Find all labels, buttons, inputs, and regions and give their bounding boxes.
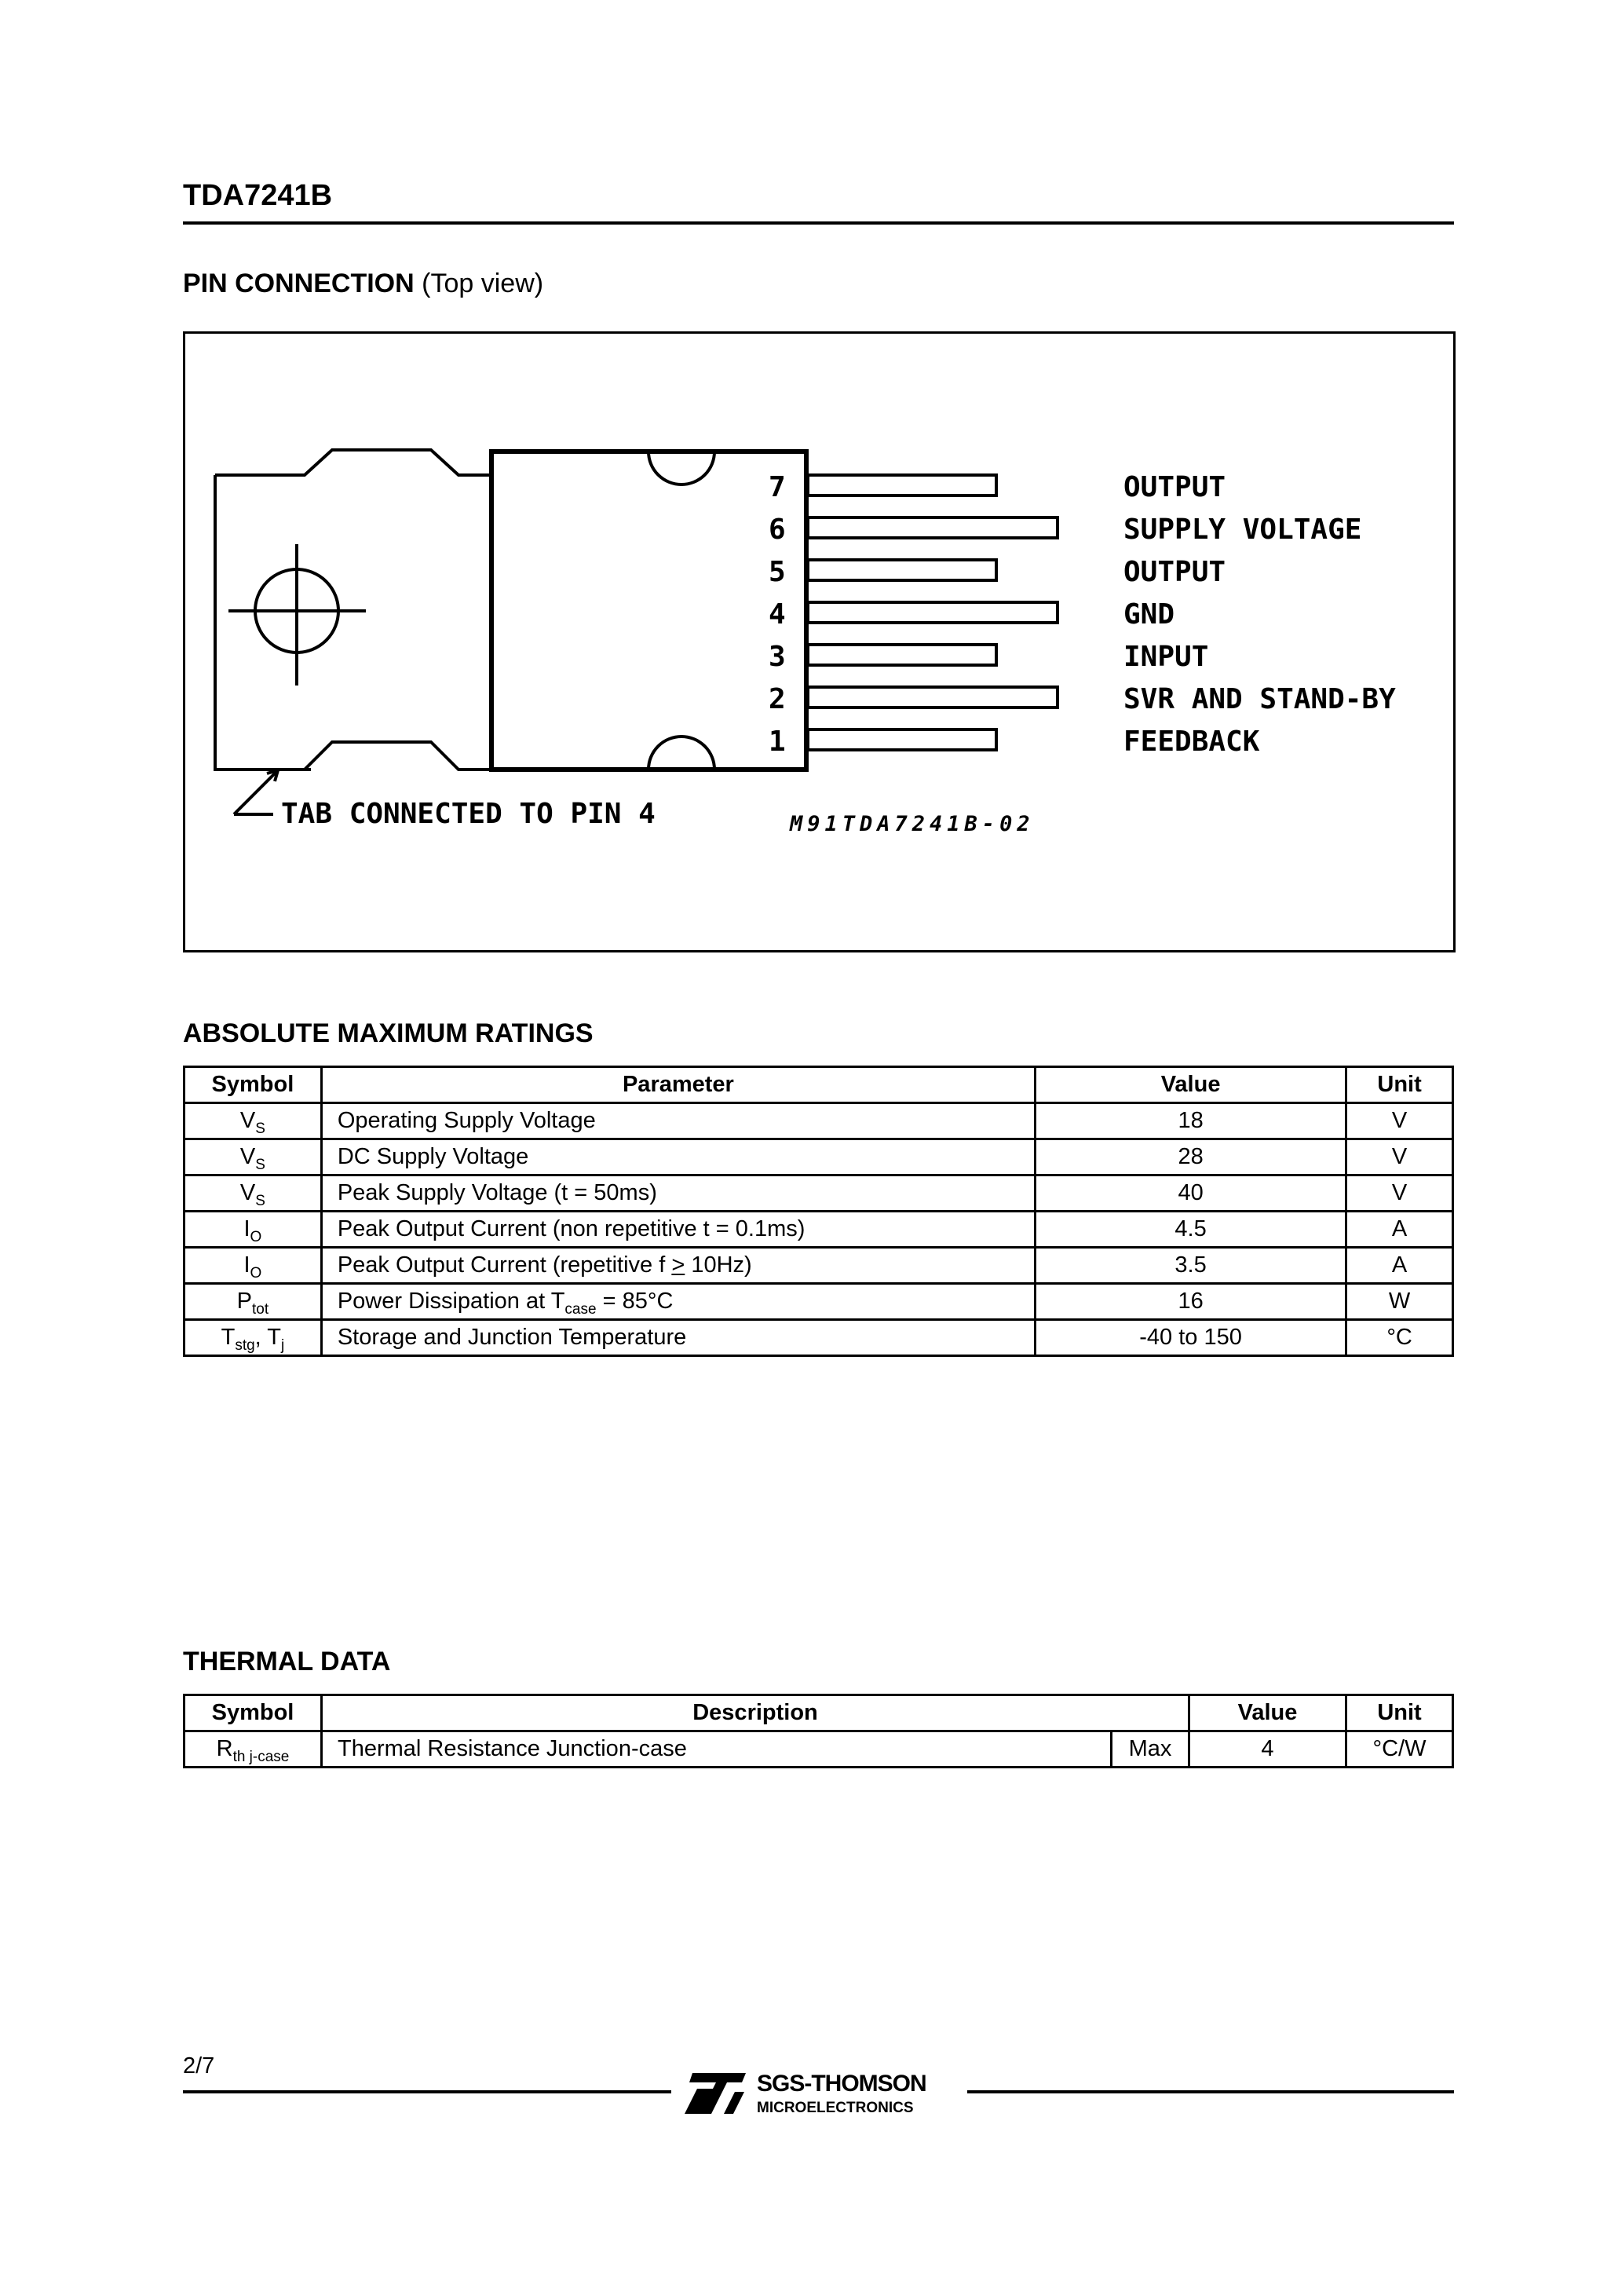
- unit-cell: °C/W: [1346, 1731, 1453, 1768]
- unit-cell: V: [1346, 1103, 1453, 1139]
- unit-cell: A: [1346, 1212, 1453, 1248]
- value-cell: -40 to 150: [1035, 1320, 1346, 1356]
- pin-number: 5: [769, 556, 786, 588]
- pin-name: INPUT: [1123, 641, 1209, 673]
- col-parameter: Parameter: [321, 1067, 1035, 1103]
- symbol-cell: $I_O$: [184, 1212, 322, 1248]
- pin-number: 3: [769, 641, 786, 673]
- footer-rule: [967, 2090, 1454, 2093]
- symbol-cell: $V_S$: [184, 1175, 322, 1212]
- pin-number: 4: [769, 598, 786, 631]
- pin-number: 6: [769, 514, 786, 546]
- table-row: [184, 1320, 1453, 1356]
- parameter-cell: Peak Supply Voltage (t = 50ms): [321, 1175, 1035, 1212]
- table-row: [184, 1139, 1453, 1175]
- symbol-cell: $T_{stg}$, $T_j$: [184, 1320, 322, 1356]
- pin-number: 2: [769, 683, 786, 715]
- absolute-max-table: [183, 1066, 1454, 1357]
- symbol-cell: $V_S$: [184, 1103, 322, 1139]
- symbol-cell: $R_{th j-case}$: [184, 1731, 322, 1768]
- col-unit: Unit: [1346, 1695, 1453, 1731]
- pin-name: SVR AND STAND-BY: [1123, 683, 1396, 715]
- pin-number: 1: [769, 726, 786, 758]
- pin-name: OUTPUT: [1123, 471, 1226, 503]
- value-cell: 16: [1035, 1284, 1346, 1320]
- absolute-max-title: ABSOLUTE MAXIMUM RATINGS: [183, 1018, 594, 1048]
- value-cell: 28: [1035, 1139, 1346, 1175]
- col-symbol: Symbol: [184, 1067, 322, 1103]
- thermal-data-title: THERMAL DATA: [183, 1647, 391, 1676]
- col-value: Value: [1035, 1067, 1346, 1103]
- drawing-code: M91TDA7241B-02: [790, 812, 1035, 836]
- col-description: Description: [322, 1695, 1189, 1731]
- qualifier-cell: Max: [1112, 1731, 1189, 1768]
- table-header-row: [184, 1067, 1453, 1103]
- description-cell: Thermal Resistance Junction-case: [322, 1731, 1112, 1768]
- pin-name: GND: [1123, 598, 1175, 631]
- tab-note: TAB CONNECTED TO PIN 4: [281, 798, 656, 830]
- parameter-cell: DC Supply Voltage: [321, 1139, 1035, 1175]
- symbol-cell: $I_O$: [184, 1248, 322, 1284]
- pin-number: 7: [769, 471, 786, 503]
- company-logo: [681, 2065, 964, 2124]
- unit-cell: V: [1346, 1175, 1453, 1212]
- unit-cell: A: [1346, 1248, 1453, 1284]
- pin-connection-diagram: [183, 331, 1456, 952]
- header-rule: [183, 221, 1454, 225]
- brand-name: SGS-THOMSON: [757, 2071, 926, 2097]
- unit-cell: °C: [1346, 1320, 1453, 1356]
- col-unit: Unit: [1346, 1067, 1453, 1103]
- value-cell: 40: [1035, 1175, 1346, 1212]
- col-symbol: Symbol: [184, 1695, 322, 1731]
- unit-cell: V: [1346, 1139, 1453, 1175]
- page-number: 2/7: [183, 2053, 215, 2078]
- package-drawing: [185, 334, 1453, 950]
- value-cell: 4.5: [1035, 1212, 1346, 1248]
- table-row: [184, 1248, 1453, 1284]
- parameter-cell: Peak Output Current (repetitive f > 10Hz): [321, 1248, 1035, 1284]
- table-row: [184, 1284, 1453, 1320]
- thermal-data-table: [183, 1694, 1454, 1768]
- value-cell: 18: [1035, 1103, 1346, 1139]
- unit-cell: W: [1346, 1284, 1453, 1320]
- col-value: Value: [1189, 1695, 1346, 1731]
- parameter-cell: Operating Supply Voltage: [321, 1103, 1035, 1139]
- value-cell: 3.5: [1035, 1248, 1346, 1284]
- parameter-cell: Power Dissipation at $T_{case} = 85^\circ C$: [321, 1284, 1035, 1320]
- pin-name: OUTPUT: [1123, 556, 1226, 588]
- brand-subtitle: MICROELECTRONICS: [757, 2100, 914, 2116]
- pin-connection-title: PIN CONNECTION (Top view): [183, 269, 544, 298]
- st-logo-icon: [685, 2073, 746, 2114]
- parameter-cell: Storage and Junction Temperature: [321, 1320, 1035, 1356]
- table-row: [184, 1212, 1453, 1248]
- table-row: [184, 1175, 1453, 1212]
- pin-name: SUPPLY VOLTAGE: [1123, 514, 1362, 546]
- symbol-cell: $P_{tot}$: [184, 1284, 322, 1320]
- pin-name: FEEDBACK: [1123, 726, 1260, 758]
- part-number: TDA7241B: [183, 179, 333, 212]
- table-header-row: [184, 1695, 1453, 1731]
- symbol-cell: $V_S$: [184, 1139, 322, 1175]
- footer-rule: [183, 2090, 671, 2093]
- table-row: [184, 1731, 1453, 1768]
- parameter-cell: Peak Output Current (non repetitive t = 0.1ms): [321, 1212, 1035, 1248]
- table-row: [184, 1103, 1453, 1139]
- value-cell: 4: [1189, 1731, 1346, 1768]
